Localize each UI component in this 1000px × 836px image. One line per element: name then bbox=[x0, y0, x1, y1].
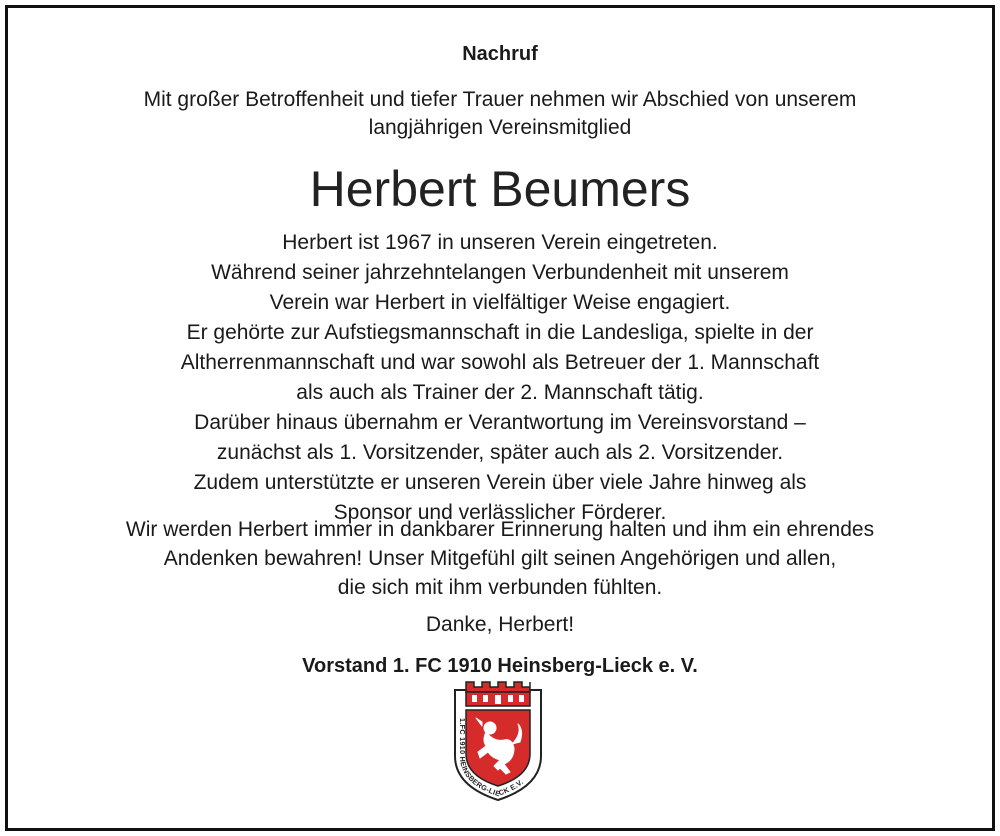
thanks-line: Danke, Herbert! bbox=[425, 613, 575, 636]
signature: Vorstand 1. FC 1910 Heinsberg-Lieck e. V. bbox=[302, 655, 698, 677]
bio-line: zunächst als 1. Vorsitzender, später auch als 2. Vorsitzender. bbox=[216, 441, 784, 464]
crest-rim-text: 1.FC 1910 HEINSBERG-LIECK E.V. bbox=[457, 718, 526, 799]
bio-line: Verein war Herbert in vielfältiger Weise engagiert. bbox=[269, 291, 731, 314]
bio-line: Altherrenmannschaft und war sowohl als Betreuer der 1. Mannschaft bbox=[180, 351, 820, 374]
closing-line: Wir werden Herbert immer in dankbarer Erinnerung halten und ihm ein ehrendes bbox=[125, 518, 875, 541]
bio-line: als auch als Trainer der 2. Mannschaft tätig. bbox=[296, 381, 704, 404]
bio-line: Er gehörte zur Aufstiegsmannschaft in die Landesliga, spielte in der bbox=[186, 321, 814, 344]
crest-battlement bbox=[466, 682, 530, 692]
bio-line: Zudem unterstützte er unseren Verein über viele Jahre hinweg als bbox=[193, 471, 807, 494]
closing-line: die sich mit ihm verbunden fühlten. bbox=[337, 576, 663, 599]
club-crest-icon bbox=[452, 678, 544, 804]
deceased-name: Herbert Beumers bbox=[309, 161, 691, 217]
intro-text bbox=[8, 86, 992, 142]
bio-line: Sponsor und verlässlicher Förderer. bbox=[333, 501, 667, 524]
bio-line: Während seiner jahrzehntelangen Verbundenheit mit unserem bbox=[211, 261, 789, 284]
bio-line: Darüber hinaus übernahm er Verantwortung im Vereinsvorstand – bbox=[194, 411, 806, 434]
bio-line: Herbert ist 1967 in unseren Verein eingetreten. bbox=[282, 231, 718, 254]
bio-text bbox=[8, 228, 992, 528]
intro-line: Mit großer Betroffenheit und tiefer Trauer nehmen wir Abschied von unserem bbox=[143, 88, 857, 111]
intro-line: langjährigen Vereinsmitglied bbox=[368, 116, 632, 139]
closing-line: Andenken bewahren! Unser Mitgefühl gilt seinen Angehörigen und allen, bbox=[163, 547, 837, 570]
notice-heading: Nachruf bbox=[462, 43, 538, 65]
closing-text bbox=[8, 515, 992, 602]
